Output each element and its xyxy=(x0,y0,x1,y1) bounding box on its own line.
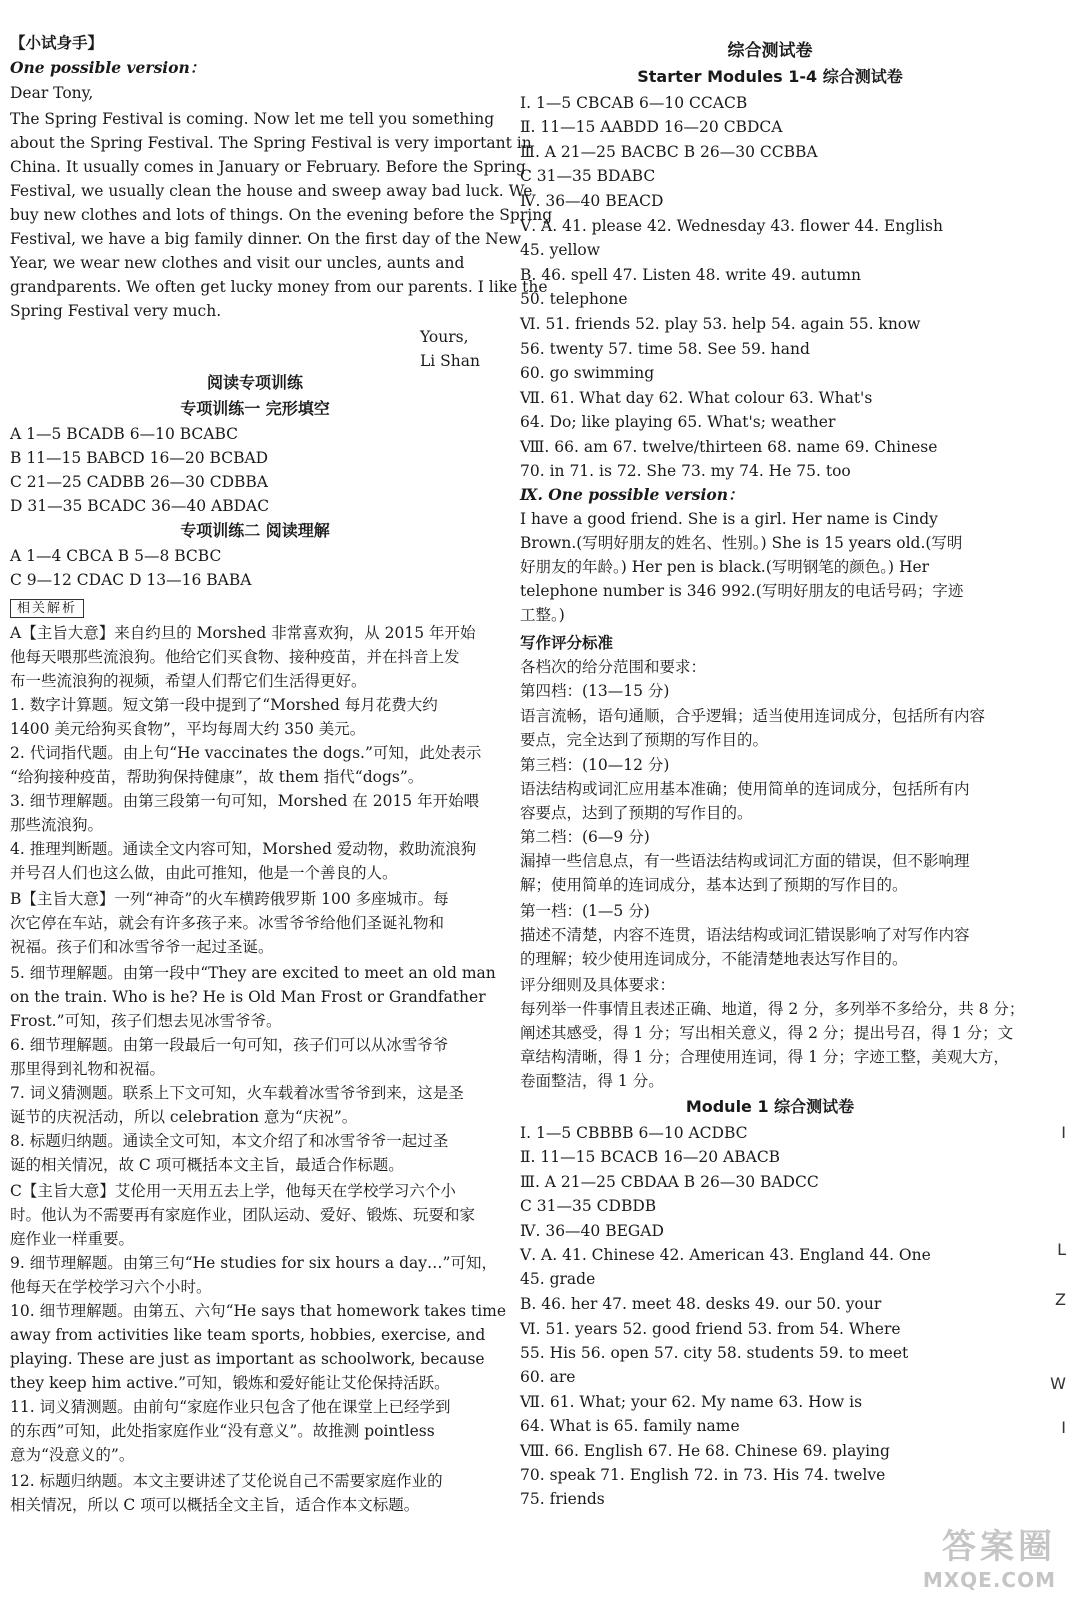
left-line: C 21—25 CADBB 26—30 CDBBA xyxy=(10,473,268,491)
right-line: 60. go swimming xyxy=(520,364,655,382)
edge-char: I xyxy=(1061,1418,1066,1437)
left-line: playing. These are just as important as schoolwork, because xyxy=(10,1350,485,1368)
left-line: 时。他认为不需要再有家庭作业，团队运动、爱好、锻炼、玩耍和家 xyxy=(10,1206,476,1224)
right-line: 70. speak 71. English 72. in 73. His 74. twelve xyxy=(520,1466,886,1484)
right-line: 解；使用简单的连词成分，基本达到了预期的写作目的。 xyxy=(520,876,908,894)
right-line: 章结构清晰，得 1 分；合理使用连词，得 1 分；字迹工整，美观大方， xyxy=(520,1048,1009,1066)
left-line: Year, we wear new clothes and visit our uncles, aunts and xyxy=(10,254,465,272)
left-line: 专项训练二 阅读理解 xyxy=(180,521,330,540)
left-line: 诞节的庆祝活动，所以 celebration 意为“庆祝”。 xyxy=(10,1108,358,1126)
right-line: Ⅲ. A 21—25 BACBC B 26—30 CCBBA xyxy=(520,143,818,161)
left-line: 祝福。孩子们和冰雪爷爷一起过圣诞。 xyxy=(10,938,274,956)
right-line: 第一档：(1—5 分) xyxy=(520,902,650,920)
left-line: grandparents. We often get lucky money from our parents. I like the xyxy=(10,278,548,296)
right-line: 的理解；较少使用连词成分，不能清楚地表达写作目的。 xyxy=(520,950,908,968)
left-line: 庭作业一样重要。 xyxy=(10,1230,135,1248)
left-line: 5. 细节理解题。由第一段中“They are excited to meet an old man xyxy=(10,964,496,982)
right-line: Ⅸ. One possible version： xyxy=(520,485,744,504)
left-line: C 9—12 CDAC D 13—16 BABA xyxy=(10,571,252,589)
left-line: Dear Tony, xyxy=(10,84,94,102)
watermark-url: MXQE.COM xyxy=(922,1568,1056,1592)
left-line: Frost.”可知，孩子们想去见冰雪爷爷。 xyxy=(10,1012,282,1030)
watermark-text: 答案圈 xyxy=(942,1527,1056,1567)
left-line: A 1—5 BCADB 6—10 BCABC xyxy=(10,425,239,443)
right-line: 语言流畅，语句通顺，合乎逻辑；适当使用连词成分，包括所有内容 xyxy=(520,707,986,725)
left-line: 次它停在车站，就会有许多孩子来。冰雪爷爷给他们圣诞礼物和 xyxy=(10,914,445,932)
right-line: Ⅴ. A. 41. Chinese 42. American 43. England 44. One xyxy=(520,1246,931,1264)
left-line: Spring Festival very much. xyxy=(10,302,222,320)
right-line: 60. are xyxy=(520,1368,576,1386)
left-line: 12. 标题归纳题。本文主要讲述了艾伦说自己不需要家庭作业的 xyxy=(10,1472,443,1490)
right-line: C 31—35 CDBDB xyxy=(520,1197,657,1215)
right-line: Ⅵ. 51. friends 52. play 53. help 54. again 55. know xyxy=(520,315,921,333)
left-line: B【主旨大意】一列“神奇”的火车横跨俄罗斯 100 多座城市。每 xyxy=(10,890,449,908)
left-line: A 1—4 CBCA B 5—8 BCBC xyxy=(10,547,222,565)
edge-char: W xyxy=(1050,1374,1066,1393)
left-line: 11. 词义猜测题。由前句“家庭作业只包含了他在课堂上已经学到 xyxy=(10,1398,451,1416)
watermark-logo xyxy=(923,1519,1056,1592)
left-line: 【小试身手】 xyxy=(10,33,104,52)
right-line: 描述不清楚，内容不连贯，语法结构或词汇错误影响了对写作内容 xyxy=(520,926,970,944)
left-line: away from activities like team sports, hobbies, exercise, and xyxy=(10,1326,486,1344)
right-line: 工整。) xyxy=(520,606,565,624)
left-line: One possible version： xyxy=(10,58,206,77)
right-line: 第四档：(13—15 分) xyxy=(520,682,670,700)
right-line: 50. telephone xyxy=(520,290,628,308)
section-tag: 相关解析 xyxy=(10,599,84,618)
right-line: 64. What is 65. family name xyxy=(520,1417,740,1435)
left-line: 相关情况，所以 C 项可以概括全文主旨，适合作本文标题。 xyxy=(10,1496,420,1514)
left-line: 3. 细节理解题。由第三段第一句可知，Morshed 在 2015 年开始喂 xyxy=(10,792,480,810)
left-line: 7. 词义猜测题。联系上下文可知，火车载着冰雪爷爷到来，这是圣 xyxy=(10,1084,464,1102)
left-line: Festival, we have a big family dinner. On the first day of the New xyxy=(10,230,522,248)
right-line: 55. His 56. open 57. city 58. students 59. to meet xyxy=(520,1344,909,1362)
left-line: China. It usually comes in January or February. Before the Spring xyxy=(10,158,526,176)
left-line: “给狗接种疫苗，帮助狗保持健康”，故 them 指代“dogs”。 xyxy=(10,768,424,786)
right-line: 每列举一件事情且表述正确、地道，得 2 分，多列举不多给分，共 8 分； xyxy=(520,1000,1025,1018)
left-line: B 11—15 BABCD 16—20 BCBAD xyxy=(10,449,269,467)
right-line: Brown.(写明好朋友的姓名、性别。) She is 15 years old.(写明 xyxy=(520,534,963,552)
right-line: 好朋友的年龄。) Her pen is black.(写明钢笔的颜色。) Her xyxy=(520,558,930,576)
left-line xyxy=(10,596,84,618)
right-line: Ⅰ. 1—5 CBBBB 6—10 ACDBC xyxy=(520,1124,748,1142)
right-line: Starter Modules 1-4 综合测试卷 xyxy=(637,67,903,86)
right-line: B. 46. spell 47. Listen 48. write 49. autumn xyxy=(520,266,862,284)
left-line: D 31—35 BCADC 36—40 ABDAC xyxy=(10,497,270,515)
right-line: 评分细则及具体要求： xyxy=(520,976,676,994)
left-line: The Spring Festival is coming. Now let me tell you something xyxy=(10,110,495,128)
right-line: 漏掉一些信息点，有一些语法结构或词汇方面的错误，但不影响理 xyxy=(520,852,970,870)
left-line: 他每天喂那些流浪狗。他给它们买食物、接种疫苗，并在抖音上发 xyxy=(10,648,460,666)
right-line: Module 1 综合测试卷 xyxy=(685,1097,855,1116)
left-line: 阅读专项训练 xyxy=(206,373,303,392)
right-line: 45. grade xyxy=(520,1270,596,1288)
left-line: C【主旨大意】艾伦用一天用五去上学，他每天在学校学习六个小 xyxy=(10,1182,456,1200)
right-line: 第三档：(10—12 分) xyxy=(520,756,670,774)
right-line: 64. Do; like playing 65. What's; weather xyxy=(520,413,836,431)
left-line: A【主旨大意】来自约旦的 Morshed 非常喜欢狗，从 2015 年开始 xyxy=(10,624,476,642)
right-line: 56. twenty 57. time 58. See 59. hand xyxy=(520,340,810,358)
left-line: Festival, we usually clean the house and sweep away bad luck. We xyxy=(10,182,533,200)
right-line: 要点，完全达到了预期的写作目的。 xyxy=(520,731,769,749)
left-line: they keep him active.”可知，锻炼和爱好能让艾伦保持活跃。 xyxy=(10,1374,450,1392)
left-line: on the train. Who is he? He is Old Man Frost or Grandfather xyxy=(10,988,486,1006)
right-line: C 31—35 BDABC xyxy=(520,167,656,185)
left-line: 的东西”可知，此处指家庭作业“没有意义”。故推测 pointless xyxy=(10,1422,435,1440)
right-line: telephone number is 346 992.(写明好朋友的电话号码；字迹 xyxy=(520,582,964,600)
right-line: B. 46. her 47. meet 48. desks 49. our 50. your xyxy=(520,1295,882,1313)
right-line: Ⅷ. 66. am 67. twelve/thirteen 68. name 69. Chinese xyxy=(520,438,938,456)
left-line: Yours, xyxy=(420,328,469,346)
right-line: Ⅷ. 66. English 67. He 68. Chinese 69. playing xyxy=(520,1442,890,1460)
right-line: 各档次的给分范围和要求： xyxy=(520,658,707,676)
right-line: Ⅶ. 61. What; your 62. My name 63. How is xyxy=(520,1393,863,1411)
left-line: 10. 细节理解题。由第五、六句“He says that homework takes time xyxy=(10,1302,507,1320)
right-line: 写作评分标准 xyxy=(520,633,614,652)
right-line: 容要点，达到了预期的写作目的。 xyxy=(520,804,753,822)
left-line: 9. 细节理解题。由第三句“He studies for six hours a day…”可知， xyxy=(10,1254,497,1272)
left-line: 专项训练一 完形填空 xyxy=(180,399,330,418)
right-line: Ⅰ. 1—5 CBCAB 6—10 CCACB xyxy=(520,94,748,112)
right-line: Ⅴ. A. 41. please 42. Wednesday 43. flower 44. English xyxy=(520,217,943,235)
right-line: Ⅱ. 11—15 AABDD 16—20 CBDCA xyxy=(520,118,783,136)
left-line: 并号召人们也这么做，由此可推知，他是一个善良的人。 xyxy=(10,864,398,882)
left-line: Li Shan xyxy=(420,352,481,370)
left-line: 2. 代词指代题。由上句“He vaccinates the dogs.”可知，此处表示 xyxy=(10,744,482,762)
right-line: 45. yellow xyxy=(520,241,601,259)
right-line: 语法结构或词汇应用基本准确；使用简单的连词成分，包括所有内 xyxy=(520,780,970,798)
right-line: Ⅱ. 11—15 BCACB 16—20 ABACB xyxy=(520,1148,781,1166)
left-line: 1400 美元给狗买食物”，平均每周大约 350 美元。 xyxy=(10,720,366,738)
right-line: 70. in 71. is 72. She 73. my 74. He 75. too xyxy=(520,462,851,480)
left-line: 4. 推理判断题。通读全文内容可知，Morshed 爱动物，救助流浪狗 xyxy=(10,840,477,858)
right-line: I have a good friend. She is a girl. Her name is Cindy xyxy=(520,510,938,528)
right-line: 综合测试卷 xyxy=(727,41,813,61)
left-line: 6. 细节理解题。由第一段最后一句可知，孩子们可以从冰雪爷爷 xyxy=(10,1036,449,1054)
right-line: Ⅳ. 36—40 BEGAD xyxy=(520,1222,664,1240)
left-line: 那里得到礼物和祝福。 xyxy=(10,1060,166,1078)
right-line: Ⅲ. A 21—25 CBDAA B 26—30 BADCC xyxy=(520,1173,819,1191)
left-line: 意为“没意义的”。 xyxy=(10,1446,135,1464)
right-line: 第二档：(6—9 分) xyxy=(520,828,650,846)
edge-char: I xyxy=(1061,1123,1066,1142)
right-line: Ⅶ. 61. What day 62. What colour 63. What's xyxy=(520,389,873,407)
left-line: 他每天在学校学习六个小时。 xyxy=(10,1278,212,1296)
left-line: 诞的相关情况，故 C 项可概括本文主旨，最适合作标题。 xyxy=(10,1156,404,1174)
left-line: 1. 数字计算题。短文第一段中提到了“Morshed 每月花费大约 xyxy=(10,696,438,714)
right-line: 卷面整洁，得 1 分。 xyxy=(520,1072,664,1090)
left-line: 8. 标题归纳题。通读全文可知，本文介绍了和冰雪爷爷一起过圣 xyxy=(10,1132,449,1150)
right-line: 75. friends xyxy=(520,1490,605,1508)
left-line: buy new clothes and lots of things. On the evening before the Spring xyxy=(10,206,553,224)
left-line: 那些流浪狗。 xyxy=(10,816,104,834)
edge-char: Z xyxy=(1055,1290,1066,1309)
left-line: 布一些流浪狗的视频，希望人们帮它们生活得更好。 xyxy=(10,672,367,690)
edge-char: L xyxy=(1057,1240,1066,1259)
left-line: about the Spring Festival. The Spring Festival is very important in xyxy=(10,134,532,152)
right-line: Ⅳ. 36—40 BEACD xyxy=(520,192,664,210)
right-line: 阐述其感受，得 1 分；写出相关意义，得 2 分；提出号召，得 1 分；文 xyxy=(520,1024,1014,1042)
right-line: Ⅵ. 51. years 52. good friend 53. from 54. Where xyxy=(520,1320,901,1338)
